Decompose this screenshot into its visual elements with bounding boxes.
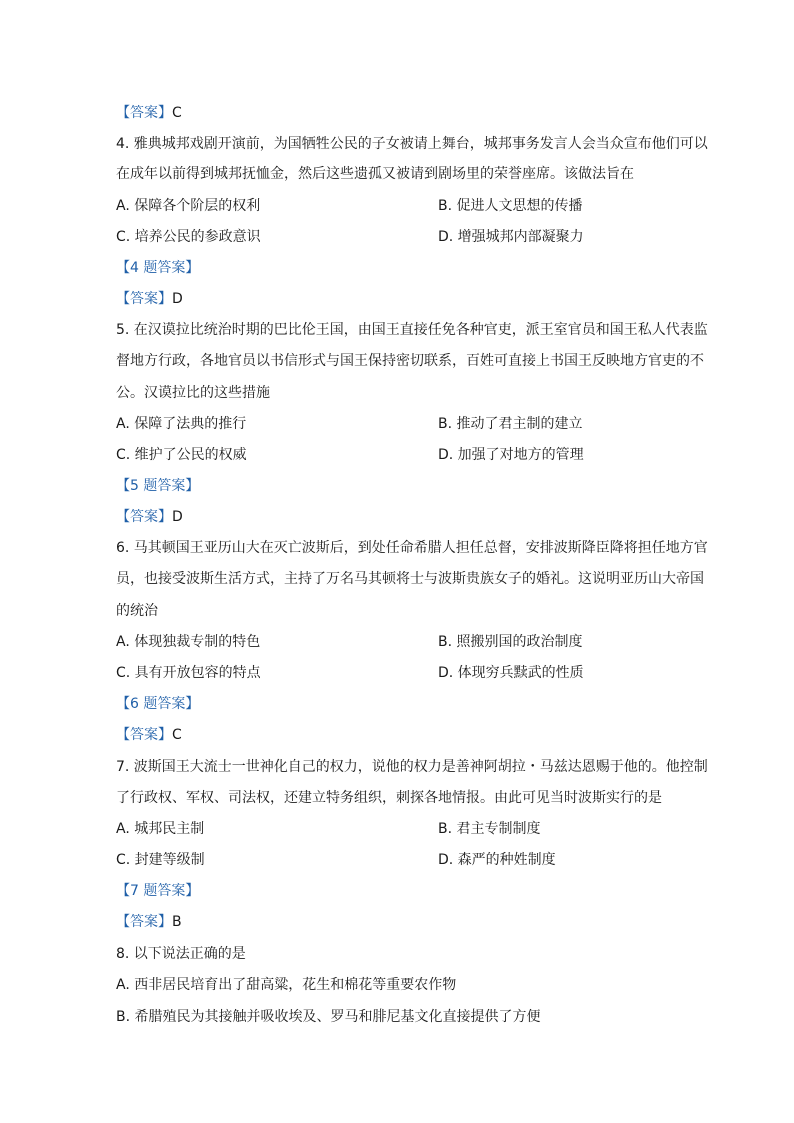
answer-value: C [172,727,182,743]
q6-option-a: A. 体现独裁专制的特色 [116,634,261,650]
q8-option-b: B. 希腊殖民为其接触并吸收埃及、罗马和腓尼基文化直接提供了方便 [116,1009,541,1025]
q7-answer-line [116,912,182,932]
answer-value: D [172,509,183,525]
q5-stem-line-3: 公。汉谟拉比的这些措施 [116,385,270,401]
q4-answer-line [116,289,183,309]
q7-stem-line-1: 7. 波斯国王大流士一世神化自己的权力，说他的权力是善神阿胡拉・马兹达恩赐于他的。他控制 [116,759,708,775]
q6-option-b: B. 照搬别国的政治制度 [438,634,583,650]
q7-option-d: D. 森严的种姓制度 [438,852,556,868]
q7-option-b: B. 君主专制制度 [438,821,541,837]
q5-stem-line-1: 5. 在汉谟拉比统治时期的巴比伦王国，由国王直接任免各种官吏，派王室官员和国王私人代表监 [116,322,708,338]
q6-option-d: D. 体现穷兵黩武的性质 [438,665,584,681]
answer-line-prev [116,103,182,123]
q6-stem-line-3: 的统治 [116,603,158,619]
q4-option-b: B. 促进人文思想的传播 [438,198,583,214]
q5-answer-line [116,507,183,527]
q5-section-heading: 【5 题答案】 [116,478,200,494]
q5-option-b: B. 推动了君主制的建立 [438,416,583,432]
answer-value: B [172,914,182,930]
q4-option-a: A. 保障各个阶层的权利 [116,198,261,214]
q6-answer-line [116,725,182,745]
q4-stem-line-1: 4. 雅典城邦戏剧开演前，为国牺牲公民的子女被请上舞台，城邦事务发言人会当众宣布他们可以 [116,136,708,152]
answer-bracket: 【答案】 [116,727,172,743]
q4-option-c: C. 培养公民的参政意识 [116,229,261,245]
q5-option-a: A. 保障了法典的推行 [116,416,247,432]
answer-value: D [172,291,183,307]
q4-section-heading: 【4 题答案】 [116,260,200,276]
answer-bracket: 【答案】 [116,509,172,525]
q7-option-a: A. 城邦民主制 [116,821,205,837]
q4-option-d: D. 增强城邦内部凝聚力 [438,229,584,245]
q7-section-heading: 【7 题答案】 [116,883,200,899]
q8-option-a: A. 西非居民培育出了甜高粱，花生和棉花等重要农作物 [116,977,457,993]
answer-bracket: 【答案】 [116,105,172,121]
answer-value: C [172,105,182,121]
q6-option-c: C. 具有开放包容的特点 [116,665,261,681]
answer-bracket: 【答案】 [116,291,172,307]
q6-stem-line-1: 6. 马其顿国王亚历山大在灭亡波斯后，到处任命希腊人担任总督，安排波斯降臣降将担任地方官 [116,540,708,556]
q6-section-heading: 【6 题答案】 [116,696,200,712]
q8-stem-line-1: 8. 以下说法正确的是 [116,946,246,962]
q6-stem-line-2: 员，也接受波斯生活方式，主持了万名马其顿将士与波斯贵族女子的婚礼。这说明亚历山大帝国 [116,571,704,587]
q5-stem-line-2: 督地方行政，各地官员以书信形式与国王保持密切联系，百姓可直接上书国王反映地方官吏的不 [116,353,704,369]
q4-stem-line-2: 在成年以前得到城邦抚恤金，然后这些遗孤又被请到剧场里的荣誉座席。该做法旨在 [116,166,634,182]
answer-bracket: 【答案】 [116,914,172,930]
q5-option-d: D. 加强了对地方的管理 [438,447,584,463]
q7-stem-line-2: 了行政权、军权、司法权，还建立特务组织，刺探各地情报。由此可见当时波斯实行的是 [116,790,662,806]
q5-option-c: C. 维护了公民的权威 [116,447,247,463]
q7-option-c: C. 封建等级制 [116,852,205,868]
